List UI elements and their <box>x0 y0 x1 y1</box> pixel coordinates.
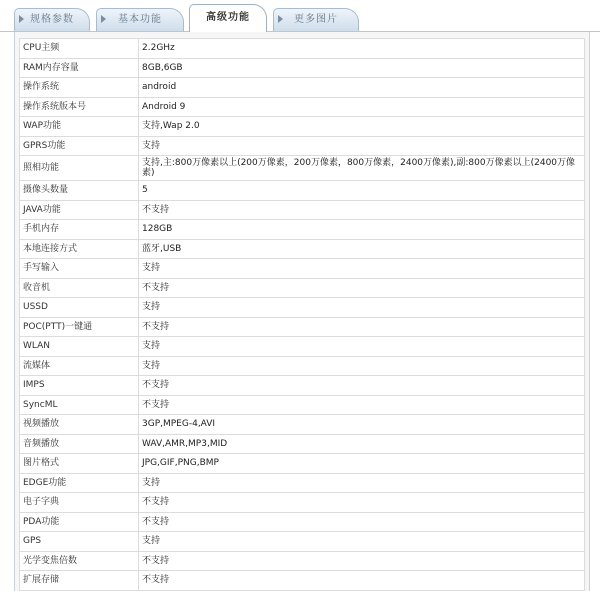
spec-label: IMPS <box>20 376 139 396</box>
spec-table-body <box>20 39 585 591</box>
spec-value: 5 <box>139 181 585 201</box>
spec-label: GPRS功能 <box>20 136 139 156</box>
spec-row <box>20 58 585 78</box>
spec-row <box>20 434 585 454</box>
spec-label: SyncML <box>20 395 139 415</box>
spec-value: 支持 <box>139 473 585 493</box>
spec-value: 不支持 <box>139 571 585 591</box>
spec-value: 蓝牙,USB <box>139 239 585 259</box>
spec-value: 不支持 <box>139 317 585 337</box>
spec-label: 光学变焦倍数 <box>20 551 139 571</box>
spec-value: 支持 <box>139 136 585 156</box>
spec-value: 不支持 <box>139 512 585 532</box>
spec-row <box>20 136 585 156</box>
spec-label: 流媒体 <box>20 356 139 376</box>
spec-row <box>20 356 585 376</box>
spec-value: 不支持 <box>139 278 585 298</box>
spec-value: JPG,GIF,PNG,BMP <box>139 454 585 474</box>
spec-value: 支持 <box>139 532 585 552</box>
tab-advanced-features[interactable] <box>189 4 267 32</box>
spec-row <box>20 259 585 279</box>
spec-label: 摄像头数量 <box>20 181 139 201</box>
spec-value: 支持,Wap 2.0 <box>139 117 585 137</box>
tab-arrow-icon <box>19 15 24 23</box>
spec-value: 支持 <box>139 298 585 318</box>
spec-value: 不支持 <box>139 551 585 571</box>
spec-value: 不支持 <box>139 493 585 513</box>
spec-value: 不支持 <box>139 376 585 396</box>
spec-row <box>20 473 585 493</box>
spec-label: 电子字典 <box>20 493 139 513</box>
tab-basic-features[interactable] <box>96 8 184 31</box>
spec-label: 手写输入 <box>20 259 139 279</box>
spec-row <box>20 239 585 259</box>
spec-value: 128GB <box>139 220 585 240</box>
spec-row <box>20 532 585 552</box>
spec-value: 支持 <box>139 259 585 279</box>
spec-row <box>20 376 585 396</box>
spec-value: WAV,AMR,MP3,MID <box>139 434 585 454</box>
spec-row <box>20 493 585 513</box>
tab-label: 高级功能 <box>206 12 250 23</box>
spec-label: POC(PTT)一键通 <box>20 317 139 337</box>
spec-label: 收音机 <box>20 278 139 298</box>
tab-arrow-icon <box>278 15 283 23</box>
tab-label: 规格参数 <box>30 14 74 25</box>
spec-value: 不支持 <box>139 395 585 415</box>
spec-value: 8GB,6GB <box>139 58 585 78</box>
spec-value: android <box>139 78 585 98</box>
spec-label: 照相功能 <box>20 156 139 181</box>
spec-label: 本地连接方式 <box>20 239 139 259</box>
spec-label: 图片格式 <box>20 454 139 474</box>
spec-label: CPU主频 <box>20 39 139 59</box>
spec-label: 手机内存 <box>20 220 139 240</box>
spec-row <box>20 551 585 571</box>
spec-row <box>20 337 585 357</box>
spec-label: 操作系统 <box>20 78 139 98</box>
spec-row <box>20 317 585 337</box>
spec-table <box>19 38 585 591</box>
spec-label: PDA功能 <box>20 512 139 532</box>
spec-row <box>20 454 585 474</box>
spec-value: 支持 <box>139 337 585 357</box>
spec-row <box>20 97 585 117</box>
spec-row <box>20 200 585 220</box>
tab-more-images[interactable] <box>273 8 359 31</box>
spec-label: 操作系统版本号 <box>20 97 139 117</box>
spec-row <box>20 278 585 298</box>
spec-label: RAM内存容量 <box>20 58 139 78</box>
spec-label: WAP功能 <box>20 117 139 137</box>
spec-value: 3GP,MPEG-4,AVI <box>139 415 585 435</box>
spec-label: JAVA功能 <box>20 200 139 220</box>
spec-value: 2.2GHz <box>139 39 585 59</box>
spec-row <box>20 298 585 318</box>
spec-row <box>20 78 585 98</box>
spec-value: Android 9 <box>139 97 585 117</box>
spec-panel <box>14 32 590 591</box>
spec-row <box>20 156 585 181</box>
spec-row <box>20 117 585 137</box>
spec-value: 不支持 <box>139 200 585 220</box>
spec-label: 扩展存储 <box>20 571 139 591</box>
tab-label: 基本功能 <box>118 14 162 25</box>
tab-label: 更多图片 <box>294 14 338 25</box>
spec-label: EDGE功能 <box>20 473 139 493</box>
tab-arrow-icon <box>101 15 106 23</box>
spec-label: 视频播放 <box>20 415 139 435</box>
spec-row <box>20 181 585 201</box>
spec-label: 音频播放 <box>20 434 139 454</box>
tab-bar <box>0 0 600 34</box>
spec-row <box>20 415 585 435</box>
spec-value: 支持,主:800万像素以上(200万像素，200万像素，800万像素，2400万像素),副:800万像素以上(2400万像素) <box>139 156 585 181</box>
tab-specs[interactable] <box>14 8 90 31</box>
spec-label: GPS <box>20 532 139 552</box>
spec-row <box>20 395 585 415</box>
spec-row <box>20 39 585 59</box>
spec-label: USSD <box>20 298 139 318</box>
spec-row <box>20 220 585 240</box>
spec-value: 支持 <box>139 356 585 376</box>
spec-label: WLAN <box>20 337 139 357</box>
spec-row <box>20 571 585 591</box>
spec-row <box>20 512 585 532</box>
